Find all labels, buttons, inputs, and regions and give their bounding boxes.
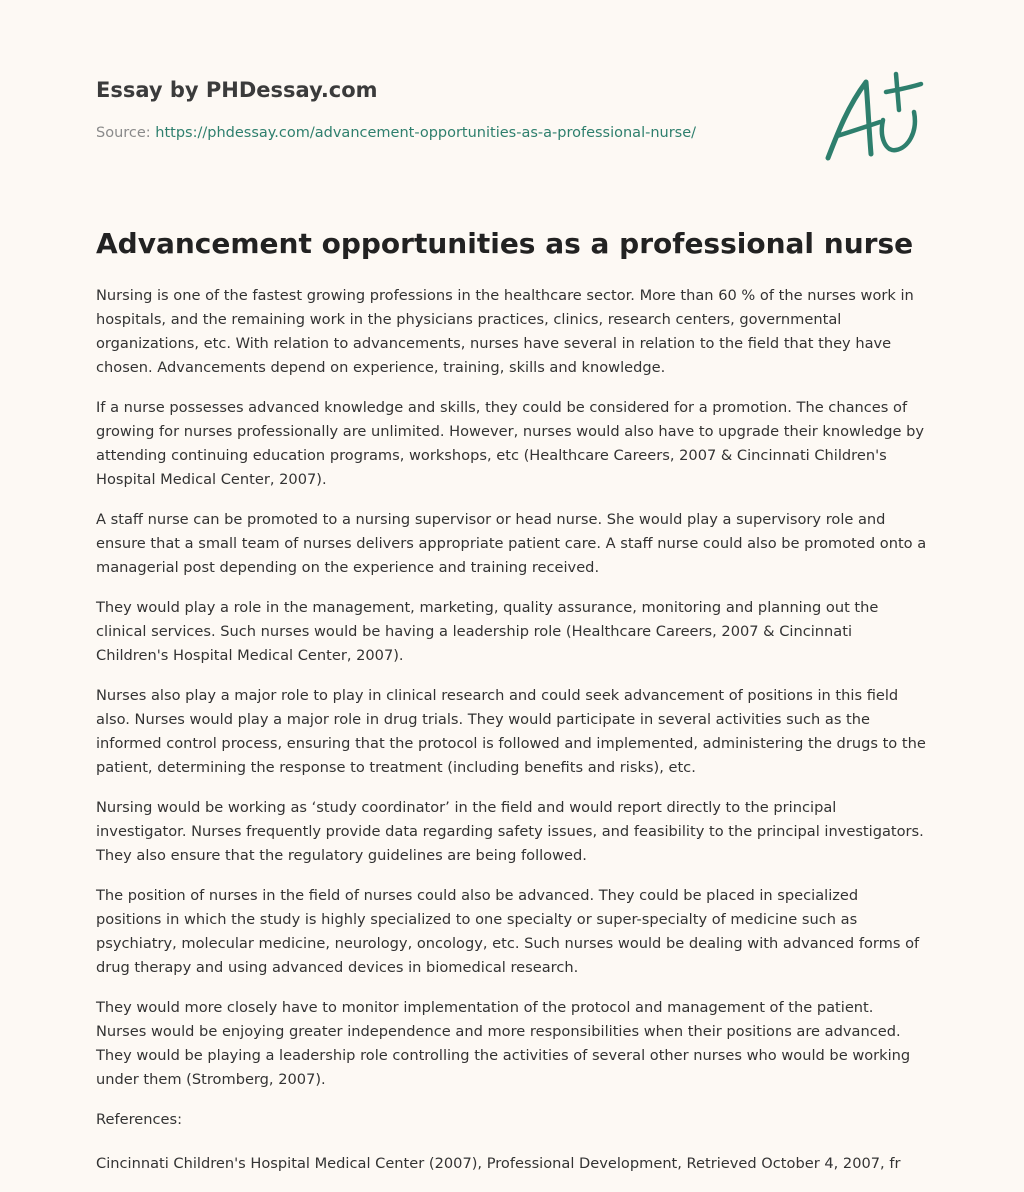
- essay-paragraph: A staff nurse can be promoted to a nursing supervisor or head nurse. She would play a supervisory role and ensure that a small team of nurses delivers appropriate patient care. A staff nurse could also be promoted onto a managerial post depending on the experience and training received.: [96, 511, 927, 576]
- essay-title: Advancement opportunities as a professional nurse: [96, 227, 914, 260]
- source-label: Source:: [96, 125, 156, 141]
- source-link[interactable]: https://phdessay.com/advancement-opportunities-as-a-professional-nurse/: [155, 125, 697, 141]
- essay-body: [96, 284, 928, 1192]
- source-line: [96, 123, 696, 143]
- site-brand: Essay by PHDessay.com: [96, 78, 378, 102]
- essay-paragraph: Nursing is one of the fastest growing professions in the healthcare sector. More than 60 % of the nurses work in hospitals, and the remaining work in the physicians practices, clinics, research centers, governmental organizations, etc. With relation to advancements, nurses have several in relation to the field that they have chosen. Advancements depend on experience, training, skills and knowledge.: [96, 287, 914, 376]
- essay-paragraph: They would more closely have to monitor implementation of the protocol and management of the patient. Nurses would be enjoying greater independence and more responsibilities when their positions are advanced. They would be playing a leadership role controlling the activities of several other nurses who would be working under them (Stromberg, 2007).: [96, 999, 911, 1088]
- reference-item: Cincinnati Children's Hospital Medical Center (2007), Professional Development, Retrieved October 4, 2007, fr: [96, 1155, 901, 1172]
- essay-paragraph: Nursing would be working as ‘study coordinator’ in the field and would report directly to the principal investigator. Nurses frequently provide data regarding safety issues, and feasibility to the principal investigators. They also ensure that the regulatory guidelines are being followed.: [96, 799, 924, 864]
- essay-paragraph: They would play a role in the management, marketing, quality assurance, monitoring and planning out the clinical services. Such nurses would be having a leadership role (Healthcare Careers, 2007 & Cincinnati Children's Hospital Medical Center, 2007).: [96, 599, 879, 664]
- a-plus-logo-icon: [822, 66, 926, 166]
- essay-paragraph: Nurses also play a major role to play in clinical research and could seek advancement of positions in this field also. Nurses would play a major role in drug trials. They would participate in several activities such as the informed control process, ensuring that the protocol is followed and implemented, administering the drugs to the patient, determining the response to treatment (including benefits and risks), etc.: [96, 687, 926, 776]
- essay-paragraph: If a nurse possesses advanced knowledge and skills, they could be considered for a promotion. The chances of growing for nurses professionally are unlimited. However, nurses would also have to upgrade their knowledge by attending continuing education programs, workshops, etc (Healthcare Careers, 2007 & Cincinnati Children's Hospital Medical Center, 2007).: [96, 399, 925, 488]
- references-heading: References:: [96, 1111, 183, 1128]
- essay-paragraph: The position of nurses in the field of nurses could also be advanced. They could be placed in specialized positions in which the study is highly specialized to one specialty or super-specialty of medicine such as psychiatry, molecular medicine, neurology, oncology, etc. Such nurses would be dealing with advanced forms of drug therapy and using advanced devices in biomedical research.: [96, 887, 920, 976]
